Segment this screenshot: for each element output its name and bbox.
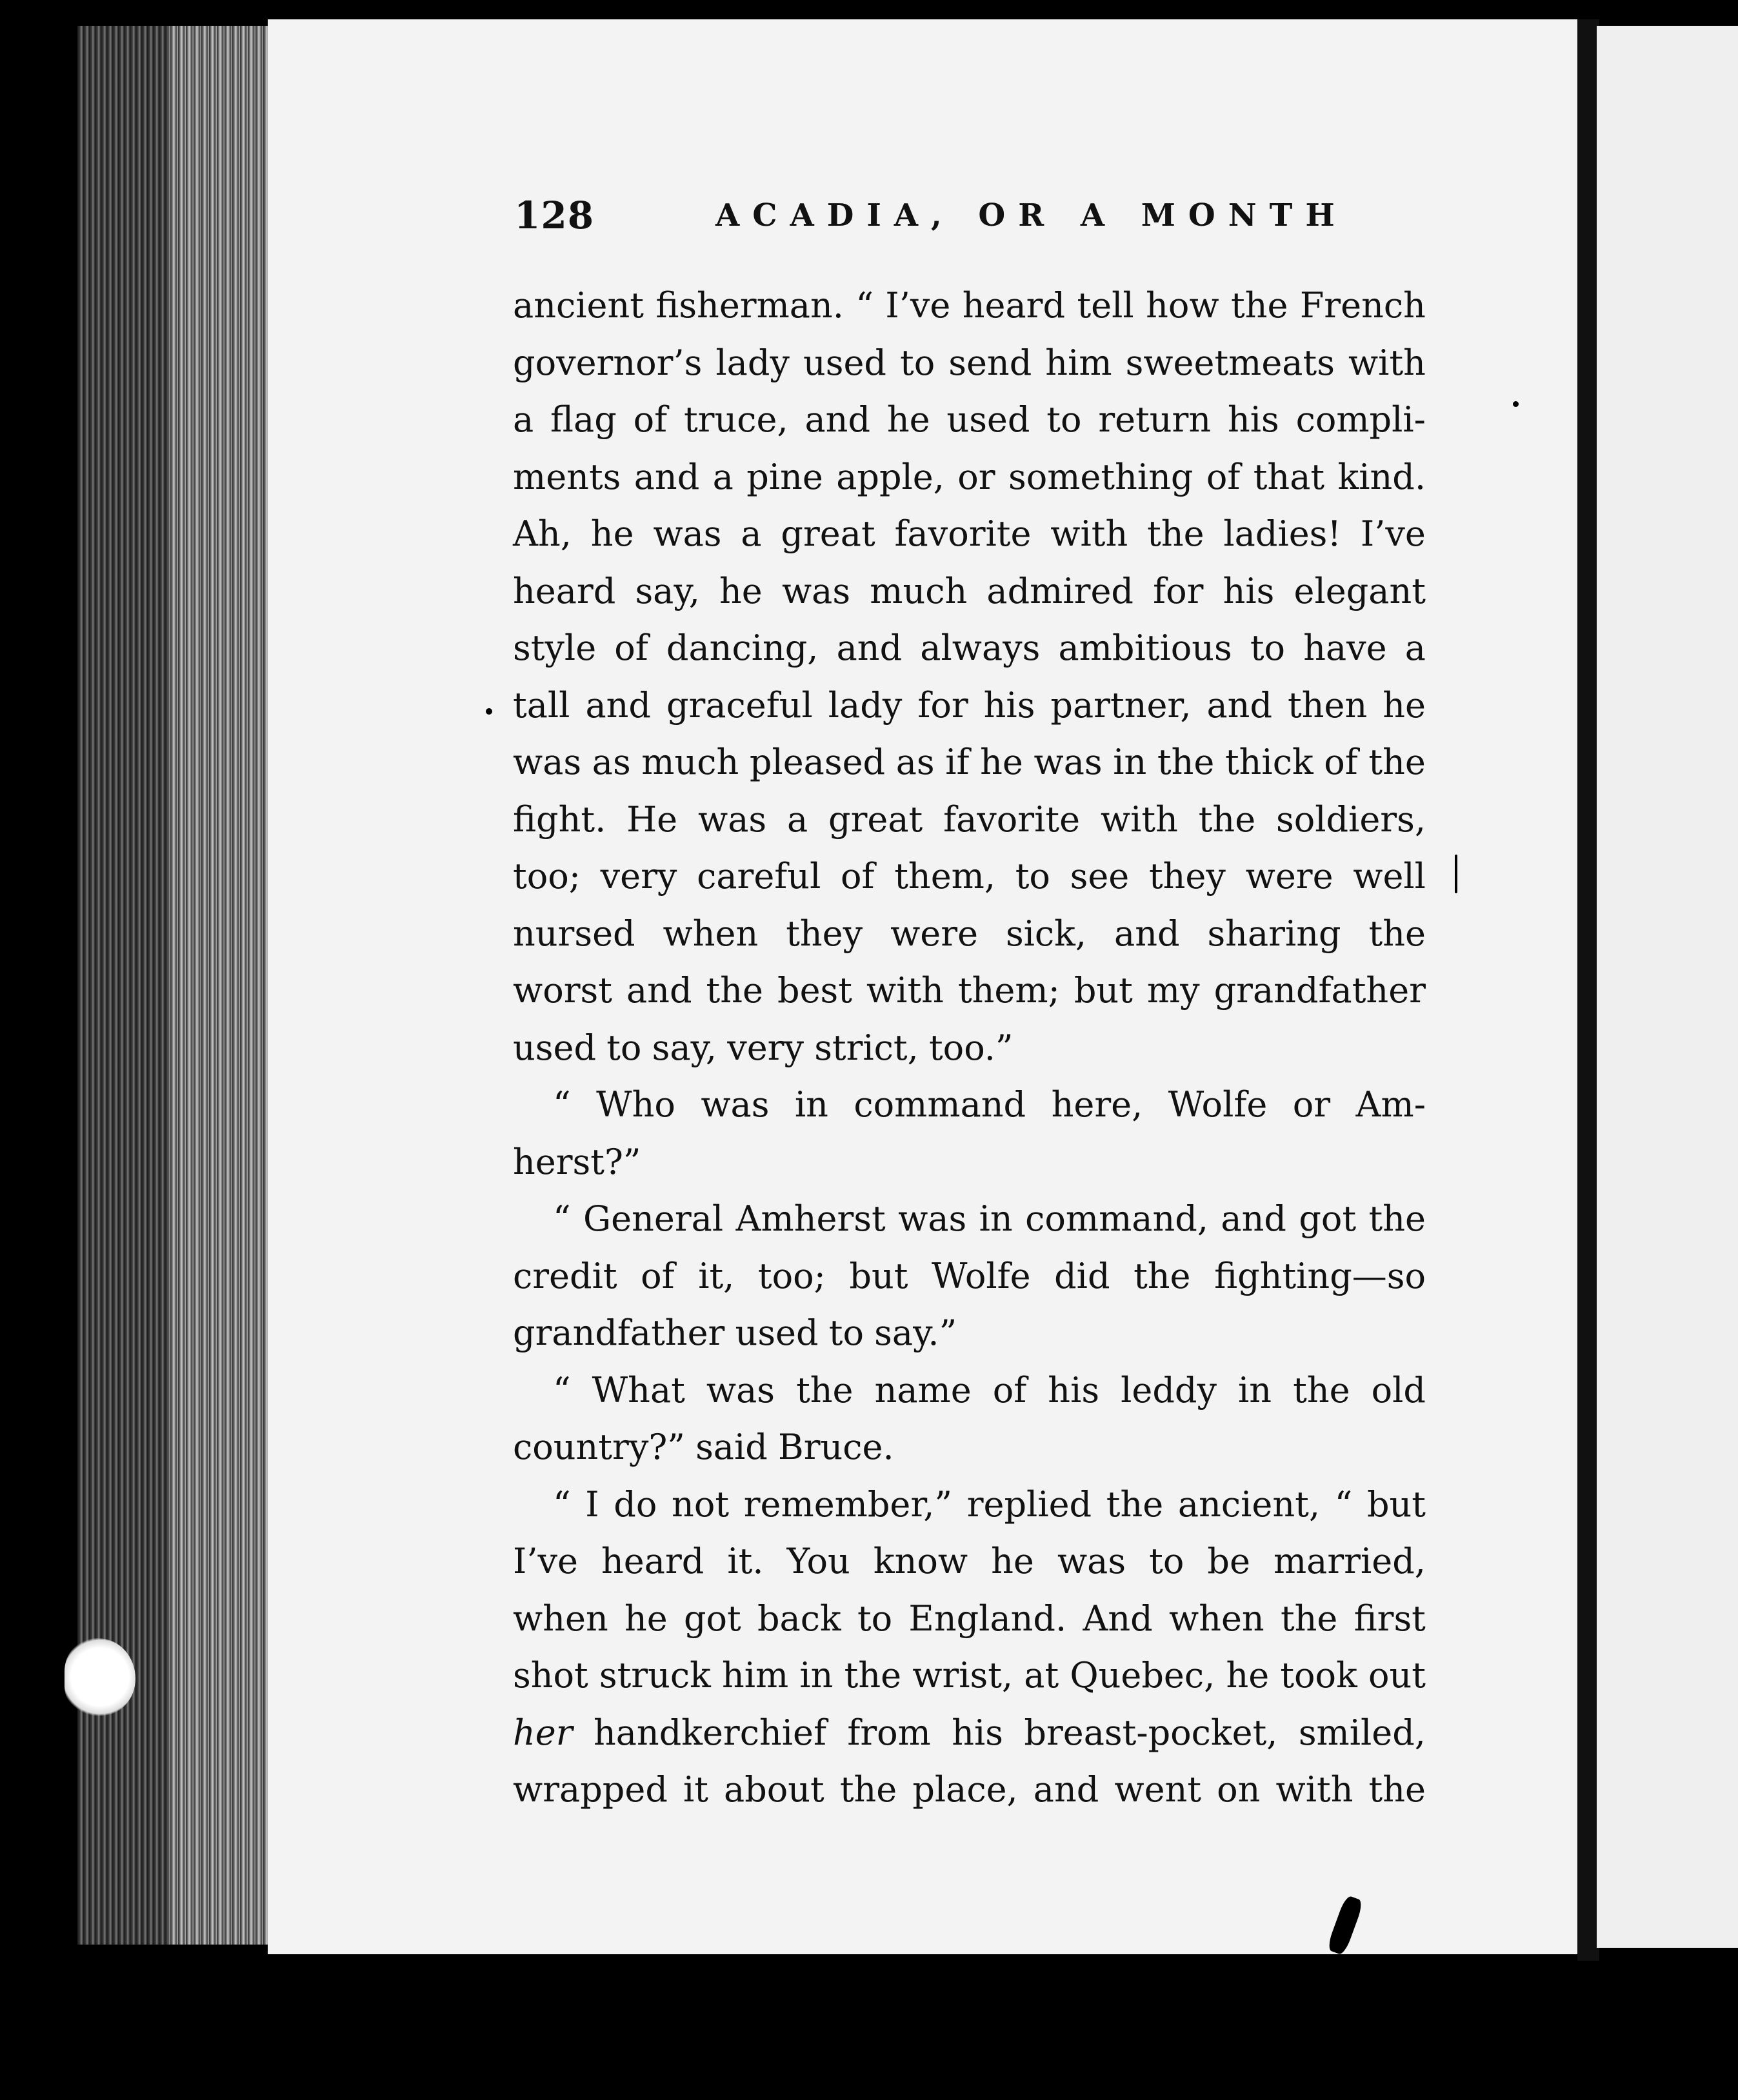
- text-line: country?” said Bruce.: [513, 1427, 894, 1467]
- text-line: her handkerchief from his breast-pocket, smiled,: [513, 1712, 1426, 1753]
- text-line: grandfather used to say.”: [513, 1312, 957, 1353]
- text-line: tall and graceful lady for his partner, and then he: [513, 684, 1426, 726]
- text-line: nursed when they were sick, and sharing the: [513, 913, 1426, 954]
- running-title: ACADIA, OR A MONTH: [715, 197, 1348, 233]
- text-line: used to say, very strict, too.”: [513, 1027, 1014, 1068]
- text-line: “ What was the name of his leddy in the old: [553, 1369, 1426, 1411]
- scan-speck: [1455, 855, 1457, 893]
- text-line: worst and the best with them; but my grandfather: [513, 970, 1426, 1011]
- text-line: “ I do not remember,” replied the ancient, “ but: [553, 1483, 1426, 1525]
- scan-speck: [1073, 10, 1078, 15]
- text-line: shot struck him in the wrist, at Quebec, he took out: [513, 1655, 1426, 1696]
- text-line: credit of it, too; but Wolfe did the fighting—so: [513, 1255, 1426, 1296]
- scan-speck: [486, 708, 492, 715]
- text-line: a flag of truce, and he used to return his compli-: [513, 399, 1426, 440]
- paper-blot: [65, 1638, 135, 1716]
- text-line: was as much pleased as if he was in the thick of the: [513, 742, 1426, 782]
- text-line: ancient fisherman. “ I’ve heard tell how the French: [513, 285, 1426, 326]
- text-line: fight. He was a great favorite with the soldiers,: [513, 798, 1426, 840]
- page-number: 128: [514, 193, 595, 237]
- body-text: [513, 277, 1426, 1819]
- text-line: wrapped it about the place, and went on with the: [513, 1769, 1426, 1810]
- text-line: governor’s lady used to send him sweetmeats with: [513, 342, 1426, 383]
- text-line: “ Who was in command here, Wolfe or Am-: [553, 1084, 1426, 1125]
- scan-speck: [1513, 401, 1519, 407]
- text-line: when he got back to England. And when the first: [513, 1598, 1426, 1639]
- scan-speck: [8, 451, 14, 459]
- text-line: “ General Amherst was in command, and got the: [553, 1198, 1426, 1239]
- gutter-shadow: [1577, 19, 1599, 1961]
- text-line: Ah, he was a great favorite with the ladies! I’ve: [513, 513, 1426, 554]
- facing-page: [1597, 26, 1738, 1948]
- text-line: heard say, he was much admired for his elegant: [513, 570, 1426, 611]
- text-line: herst?”: [513, 1141, 641, 1182]
- text-line: style of dancing, and always ambitious to have a: [513, 628, 1426, 668]
- running-head: [514, 193, 1430, 252]
- text-line: I’ve heard it. You know he was to be married,: [513, 1541, 1426, 1581]
- text-line: too; very careful of them, to see they were well: [513, 856, 1426, 896]
- text-line: ments and a pine apple, or something of that kind.: [513, 456, 1426, 497]
